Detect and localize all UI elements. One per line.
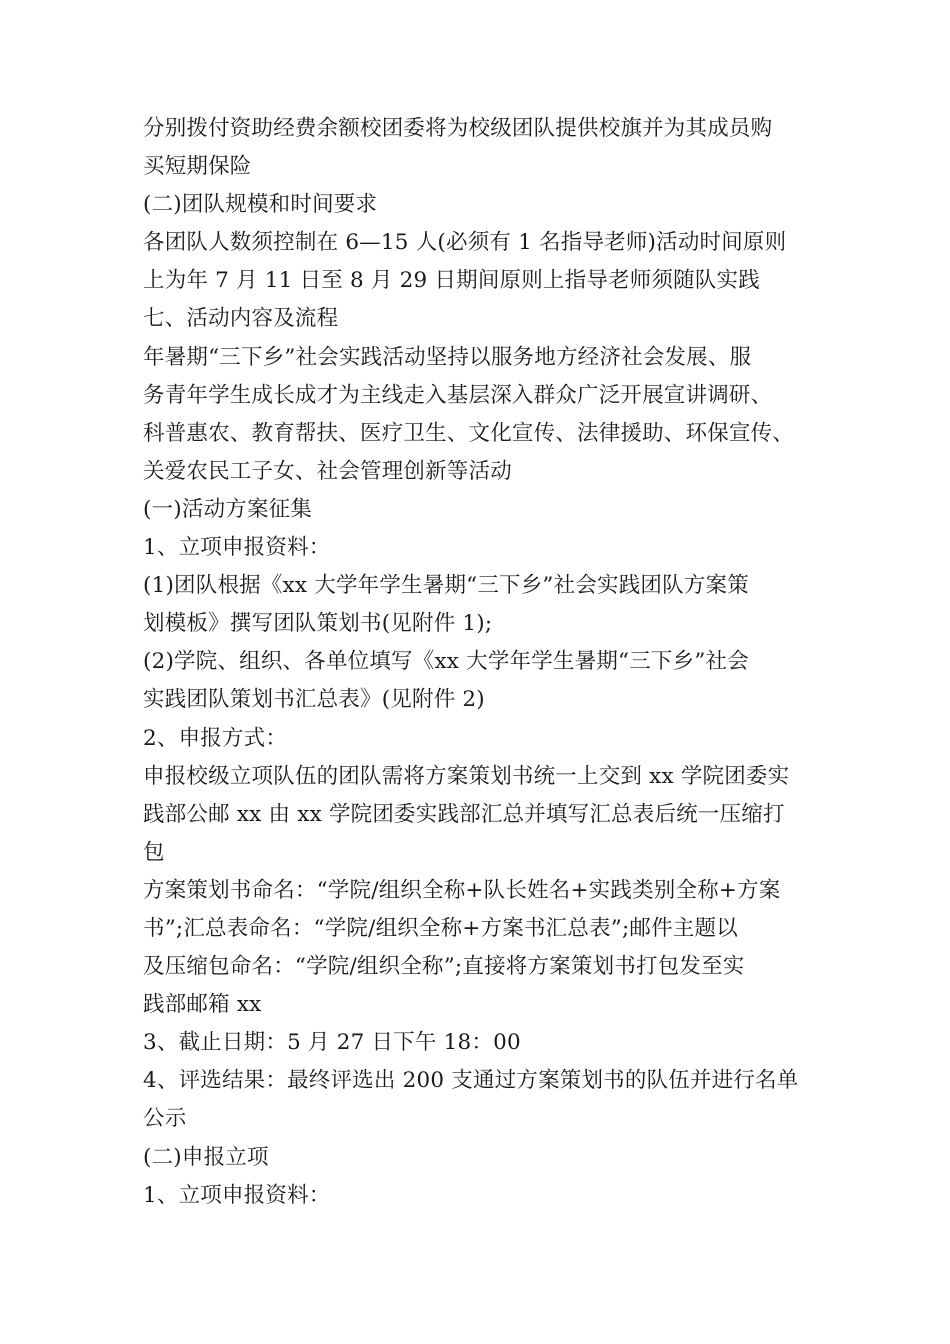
text-line: 公示 — [143, 1106, 187, 1132]
text-line: 书”;汇总表命名：“学院/组织全称+方案书汇总表”;邮件主题以 — [143, 915, 738, 941]
text-line: 方案策划书命名：“学院/组织全称+队长姓名+实践类别全称+方案 — [143, 877, 781, 903]
text-line: 实践团队策划书汇总表》(见附件 2) — [143, 687, 485, 713]
text-line: 践部邮箱 xx — [143, 992, 262, 1018]
section-heading: 七、活动内容及流程 — [143, 306, 339, 332]
text-line: 年暑期“三下乡”社会实践活动坚持以服务地方经济社会发展、服 — [143, 344, 752, 370]
text-line: 上为年 7 月 11 日至 8 月 29 日期间原则上指导老师须随队实践 — [143, 268, 760, 294]
text-line: 践部公邮 xx 由 xx 学院团委实践部汇总并填写汇总表后统一压缩打 — [143, 801, 785, 827]
list-item: 4、评选结果：最终评选出 200 支通过方案策划书的队伍并进行名单 — [143, 1068, 799, 1094]
document-body — [143, 110, 823, 1215]
list-item: 3、截止日期：5 月 27 日下午 18：00 — [143, 1030, 521, 1056]
text-line: 分别拨付资助经费余额校团委将为校级团队提供校旗并为其成员购 — [143, 116, 773, 141]
section-heading: (二)申报立项 — [143, 1144, 269, 1170]
list-item: 1、立项申报资料： — [143, 1182, 331, 1208]
text-line: 科普惠农、教育帮扶、医疗卫生、文化宣传、法律援助、环保宣传、 — [143, 420, 795, 446]
list-item: 2、申报方式： — [143, 725, 288, 751]
text-line: 买短期保险 — [143, 154, 252, 180]
text-line: 关爱农民工子女、社会管理创新等活动 — [143, 458, 512, 484]
text-line: 各团队人数须控制在 6—15 人(必须有 1 名指导老师)活动时间原则 — [143, 230, 787, 256]
section-heading: (二)团队规模和时间要求 — [143, 192, 378, 218]
text-line: 划模板》撰写团队策划书(见附件 1); — [143, 611, 493, 637]
list-item: (2)学院、组织、各单位填写《xx 大学年学生暑期“三下乡”社会 — [143, 649, 749, 675]
text-line: 申报校级立项队伍的团队需将方案策划书统一上交到 xx 学院团委实 — [143, 763, 790, 789]
text-line: 务青年学生成长成才为主线走入基层深入群众广泛开展宣讲调研、 — [143, 382, 773, 408]
text-line: 及压缩包命名：“学院/组织全称”;直接将方案策划书打包发至实 — [143, 954, 745, 980]
text-line: 包 — [143, 839, 165, 865]
list-item: 1、立项申报资料： — [143, 535, 331, 561]
section-heading: (一)活动方案征集 — [143, 496, 313, 522]
list-item: (1)团队根据《xx 大学年学生暑期“三下乡”社会实践团队方案策 — [143, 573, 749, 599]
